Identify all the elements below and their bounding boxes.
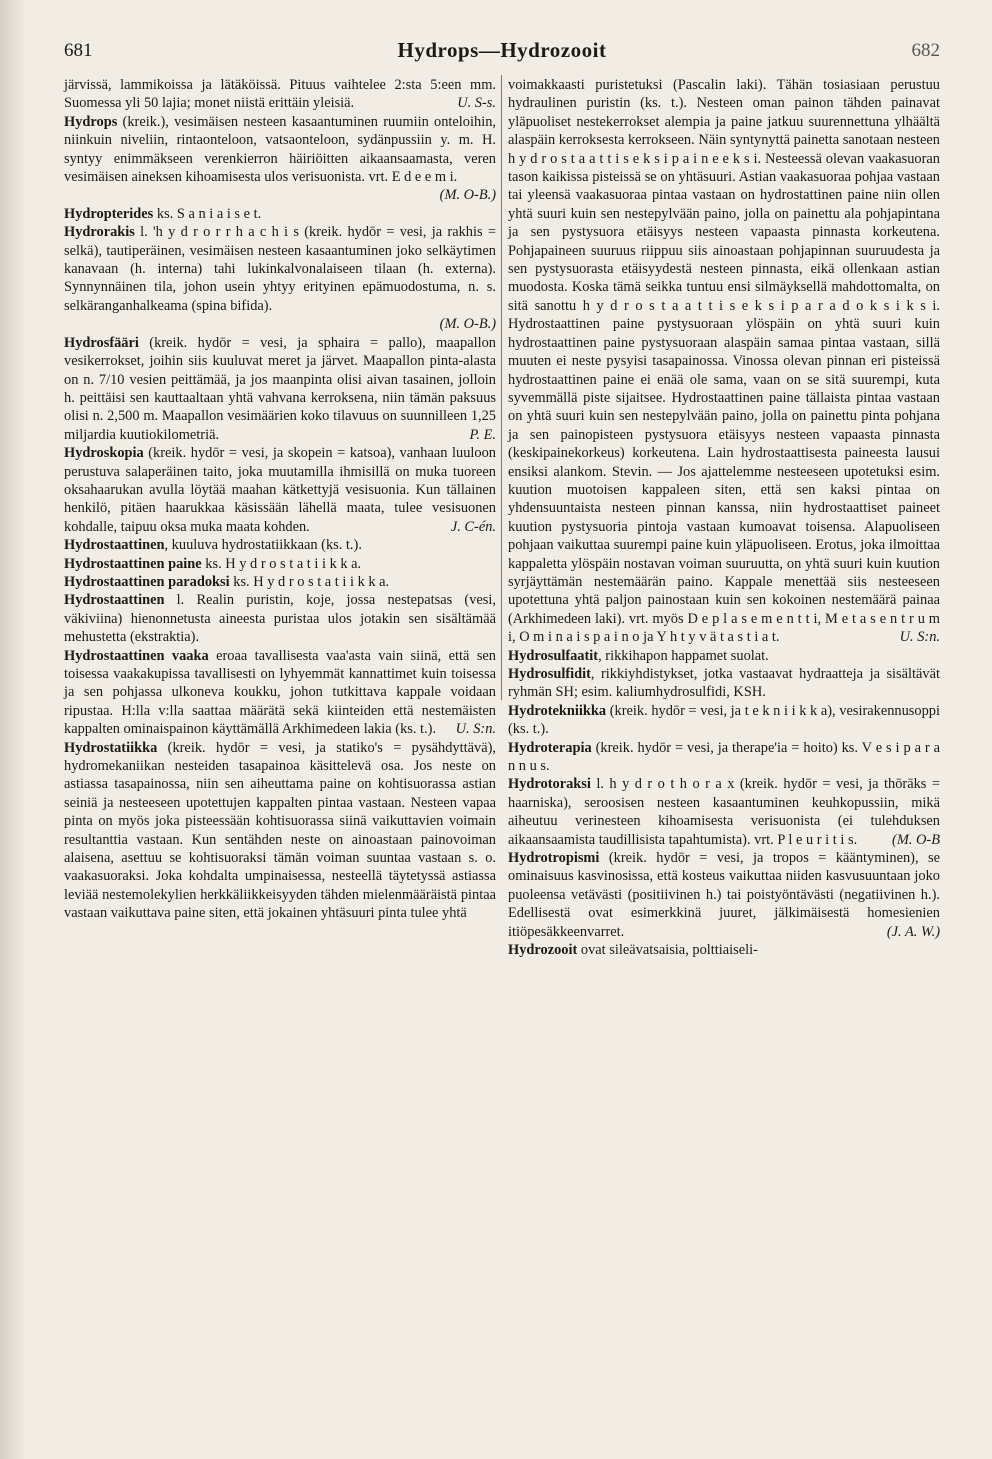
headword: Hydrosfääri [64, 334, 139, 351]
entry-hydrostaattinen-vaaka: Hydrostaattinen vaaka eroaa tavallisesta vaa'asta vain siinä, että sen toisessa vaakakupissa tavallisesti on lyhyemmät kannattimet kuin toisessa ja sen pohjassa ulkoneva koukku, johon tutkittava kappale voidaan ripustaa. H:lla v:lla saattaa määrätä sekä kiinteiden että nestemäisten kappalten ominaispainon käyttämällä Arkhimedeen lakia (ks. t.). U. S:n. [64, 647, 497, 738]
entry-hydrosfaari: Hydrosfääri (kreik. hydōr = vesi, ja sphaira = pallo), maapallon vesikerrokset, joihin siis kuuluvat meret ja järvet. Maapallon pinta-alasta on n. 7/10 vesien peittämää, ja jos maanpinta olisi aivan tasainen, jolloin h. peittäisi sen kauttaaltaan yhtä vahvana kerroksena, niin tämän paksuus olisi n. 2,500 m. Maapallon vesimäärien koko tilavuus on suunnilleen 1,25 miljardia kuutiokilometriä. P. E. [64, 334, 496, 443]
entry-hydrostaattinen-paine: Hydrostaattinen paine ks. H y d r o s t a t i i k k a. [64, 555, 362, 572]
headword: Hydroterapia [508, 739, 592, 756]
headword: Hydroskopia [64, 445, 144, 462]
entry-hydrops: Hydrops (kreik.), vesimäisen nesteen kasaantuminen ruumiin onteloihin, niinkuin niveliin, rintaonteloon, vatsaonteloon, sydänpussiin y. m. H. syntyy enimmäkseen verenkierron häiriöitten aikaansaamasta, veren vesimäisen aineksen kihoamisesta ulos verisuonista. vrt. E d e e m i. [64, 113, 496, 186]
entry-hydrozooit: Hydrozooit ovat sileävatsaisia, polttiaiseli- [508, 942, 758, 959]
headword: Hydrotoraksi [508, 776, 591, 793]
page-number-left: 681 [64, 40, 93, 61]
signature: (M. O-B.) [439, 187, 496, 204]
right-column [508, 76, 940, 960]
entry-hydrotropismi: Hydrotropismi (kreik. hydōr = vesi, ja tropos = kääntyminen), se ominaisuus kasvinosissa, että kosteus vaikuttaa niiden kasvusuuntaan joko puoleensa vetävästi (positiivinen h.) tai poistyöntävästi (negatiivinen h.). Edellisestä ovat esimerkkinä juuret, jälkimäisestä homesienien itiöpesäkkeenvarret. (J. A. W.) [508, 850, 940, 940]
paragraph: järvissä, lammikoissa ja lätäköissä. Pituus vaihtelee 2:sta 5:een mm. Suomessa yli 50 lajia; monet niistä erittäin yleisiä. U. S-s. [64, 77, 496, 112]
headword: Hydrostatiikka [64, 739, 158, 756]
column-divider [501, 75, 502, 700]
headword: Hydrostaattinen paine [64, 555, 202, 572]
running-title: Hydrops—Hydrozooit [397, 38, 607, 62]
headword: Hydrosulfidit [508, 666, 591, 682]
entry-hydroskopia: Hydroskopia (kreik. hydōr = vesi, ja skopein = katsoa), vanhaan luuloon perustuva salaperäinen taito, joka muutamilla ihmisillä on muka tuoreen oksahaarukan avulla löytää maahan kätkettyjä vesisuonia. Kun tällainen henkilö, pitäen haarukkaa käsissään lähellä maata, tulee vesisuonen kohdalle, taipuu oksa muka maata kohden. J. C-én. [64, 445, 496, 535]
entry-hydrorakis: Hydrorakis l. 'h y d r o r r h a c h i s (kreik. hydōr = vesi, ja rakhis = selkä), tautiperäinen, vesimäisen nesteen kasaantuminen joko selkäytimen kanavaan (h. interna) tahi lukinkalvonalaiseen tilaan (h. externa). Synnynnäinen tila, johon usein yhtyy erityinen epämuodostuma, n. s. selkäranganhalkeama (spina bifida). [64, 224, 496, 314]
headword: Hydrotropismi [508, 850, 600, 867]
headword: Hydrorakis [64, 224, 135, 241]
entry-hydropterides: Hydropterides ks. S a n i a i s e t. [64, 205, 262, 222]
entry-hydroterapia: Hydroterapia (kreik. hydōr = vesi, ja therape'ia = hoito) ks. V e s i p a r a n n u s. [508, 739, 940, 775]
headword: Hydrostaattinen [64, 537, 165, 554]
entry-hydrostaattinen-puristin: Hydrostaattinen l. Realin puristin, koje, jossa nestepatsas (vesi, väkiviina) hienonnetusta aineesta puristaa ulos jotakin sen sisältämää mehustetta (ekstraktia). [64, 592, 496, 646]
headword: Hydrozooit [508, 942, 578, 959]
entry-hydrostatiikka: Hydrostatiikka (kreik. hydōr = vesi, ja statiko's = pysähdyttävä), hydromekaniikan nesteiden tasapainoa käsittelevä osa. Jos neste on astiassa tasapainossa, niin sen aiheuttama paine on kohtisuorassa astian seiniä ja nesteeseen upotettujen kappalten pintaa vastaan. Nesteen vapaa pinta on myös joka pisteessään kohtisuorassa siinä vaikuttavien voimain resultanttia vastaan. Kun sentähden neste on ainoastaan painovoiman alaisena, asettuu se kohtisuoraksi tämän voiman suuntaa vastaan s. o. vaakasuoraksi. Joka kohdalta umpinaisessa, nesteellä täytetyssä astiassa leviää nestemolekylien herkkäliikkeisyyden tähden mielenmääräistä pintaa vastaan vaikuttava paine siten, että jokainen yhtäsuuri pinta tulee yhtä [64, 739, 496, 922]
entry-hydrotoraksi: Hydrotoraksi l. h y d r o t h o r a x (kreik. hydōr = vesi, ja thōrāks = haarniska), seroosisen nesteen kasaantuminen keuhkopussiin, mikä aiheutuu verinesteen kihoamisesta verisuonista (ei tulehduksen aikaansaamista taudillisista tapahtumista). vrt. P l e u r i t i s. (M. O-B [508, 776, 940, 848]
headword: Hydrosulfaatit [508, 647, 599, 664]
headword: Hydrostaattinen [64, 592, 165, 609]
entry-hydrosulfaatit: Hydrosulfaatit, rikkihapon happamet suolat. [508, 647, 769, 664]
paragraph-continued: voimakkaasti puristetuksi (Pascalin laki). Tähän tosiasiaan perustuu hydraulinen puristin (ks. t.). Nesteen oman painon tähden painavat yläpuoliset nestekerrokset alempia ja paine jatkuu suurennettuna ylhäältä alaspäin kerroksesta kerrokseen. Näin syntynyttä painetta sanotaan nesteen h y d r o s t a a t t i s e k s i p a i n e e k s i. Nesteessä olevan vaakasuoran tason kaikissa pisteissä se on yhtäsuuri. Astian vaakasuoraa pohjaa vastaan tai yleensä vaakasuoraa pintaa vastaan on hydrostattinen paine niin ollen yhtä suuri kuin sen nestepylvään paino, jolla on painettu ala pohjapintana ja sen pystysuora etäisyys nesteen vapaasta pinnasta korkeutena. Pohjapaineen suuruus riippuu siis ainoastaan pohjapinnan suuruudesta ja sen pystysuorasta etäisyydestä nesteen pinnasta, eikä ollenkaan astian muodosta. Koska tämä seikka tuntuu ensi silmäyksellä mahdottomalta, on sitä sanottu h y d r o s t a a t t i s e k s i p a r a d o k s i k s i. Hydrostaattinen paine pystysuoraan ylöspäin on yhtä suuri kuin hydrostaattinen paine pystysuoraan alaspäin samaa pintaa vastaan, sillä muuten ei neste pysyisi tasapainossa. Vinossa olevan pinnan eri pisteissä hydrostaattinen paine ei enää ole sama, vaan on se sitä suurempi, kuta syvemmällä piste sijaitsee. Hydrostaattinen paine tällaista pintaa vastaan on yhtä suuri kuin sen nestepylvään paino, jolla on painettu pinta pohjana ja sen painopisteen pystysuora etäisyys nesteen vapaasta pinnasta (keskipainekorkeus) korkeutena. Lain hydrostaattisesta paineesta lausui ensiksi alankom. Stevin. — Jos ajattelemme nesteeseen upotetuksi esim. kuution muotoisen kappaleen siten, että sen kaksi pintaa on yhdensuuntaista nesteen pinnan kanssa, niin hydrostaattiset paineet kuution pystysuoria pintoja vastaan kumoavat toisensa. Alapuoliseen pohjaan vaikuttaa suurempi paine kuin yläpuoliseen. Erotus, joka ilmoittaa kappaletta ylöspäin nostavan voiman suuruutta, on yhtä suuri kuin kuution syrjäyttämän nestemäärän paino. Kappale menettää siis nesteeseen upotettuna yhtä paljon painostaan kuin sen kokoinen nestemäärä painaa (Arkhimedeen laki). vrt. myös D e p l a s e m e n t t i, M e t a s e n t r u m i, O m i n a i s p a i n o ja Y h t y v ä t a s t i a t. U. S:n. [508, 77, 940, 646]
headword: Hydrostaattinen vaaka [64, 647, 209, 664]
entry-hydrostaattinen-paradoksi: Hydrostaattinen paradoksi ks. H y d r o s t a t i i k k a. [64, 573, 390, 590]
left-column [64, 76, 496, 923]
book-gutter [0, 0, 26, 1459]
headword: Hydrotekniikka [508, 702, 607, 719]
entry-hydrosulfidit: Hydrosulfidit, rikkiyhdistykset, jotka vastaavat hydraatteja ja sisältävät ryhmän SH; esim. kaliumhydrosulfidi, KSH. [508, 666, 940, 701]
headword: Hydropterides [64, 205, 154, 222]
headword: Hydrops [64, 113, 118, 130]
page-header [64, 40, 940, 70]
signature: (M. O-B.) [439, 316, 496, 333]
page-number-right: 682 [911, 40, 940, 61]
entry-hydrotekniikka: Hydrotekniikka (kreik. hydōr = vesi, ja t e k n i i k k a), vesirakennusoppi (ks. t.). [508, 702, 940, 738]
entry-hydrostaattinen: Hydrostaattinen, kuuluva hydrostatiikkaan (ks. t.). [64, 537, 362, 554]
headword: Hydrostaattinen paradoksi [64, 573, 230, 590]
